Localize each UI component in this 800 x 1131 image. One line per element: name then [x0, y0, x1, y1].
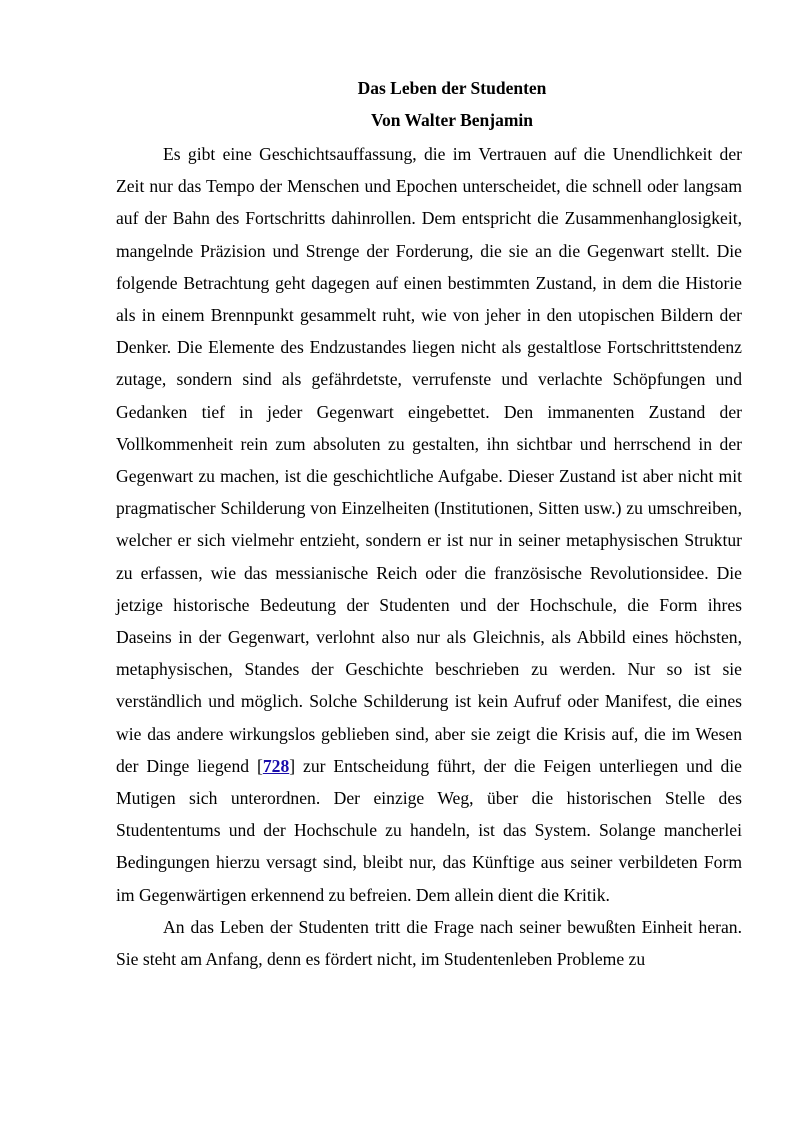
- author-line: Von Walter Benjamin: [370, 110, 534, 130]
- document-body: [116, 138, 742, 975]
- page-reference-bracket-open: [: [256, 755, 263, 776]
- paragraph-1-text-after-link: zur Entscheidung führt, der die Feigen unterliegen und die Mutigen sich unterordnen. Der einzige Weg, über die historischen Stelle des Studententums und der Hochschule zu handeln, ist das System. Solange mancherlei Bedingungen hierzu versagt sind, bleibt nur, das Künftige aus seiner verbildeten Form im Gegenwärtigen erkennend zu befreien. Dem allein dient die Kritik.: [116, 755, 742, 905]
- paragraph-1-text-before-link: Es gibt eine Geschichtsauffassung, die im Vertrauen auf die Unendlichkeit der Zeit nur das Tempo der Menschen und Epochen unterscheidet, die schnell oder langsam auf der Bahn des Fortschritts dahinrollen. Dem entspricht die Zusammenhanglosigkeit, mangelnde Präzision und Strenge der Forderung, die sie an die Gegenwart stellt. Die folgende Betrachtung geht dagegen auf einen bestimmten Zustand, in dem die Historie als in einem Brennpunkt gesammelt ruht, wie von jeher in den utopischen Bildern der Denker. Die Elemente des Endzustandes liegen nicht als gestaltlose Fortschrittstendenz zutage, sondern sind als gefährdetste, verrufenste und verlachte Schöpfungen und Gedanken tief in jeder Gegenwart eingebettet. Den immanenten Zustand der Vollkommenheit rein zum absoluten zu gestalten, ihn sichtbar und herrschend in der Gegenwart zu machen, ist die geschichtliche Aufgabe. Dieser Zustand ist aber nicht mit pragmatischer Schilderung von Einzelheiten (Institutionen, Sitten usw.) zu umschreiben, welcher er sich vielmehr entzieht, sondern er ist nur in seiner metaphysischen Struktur zu erfassen, wie das messianische Reich oder die französische Revolutionsidee. Die jetzige historische Bedeutung der Studenten und der Hochschule, die Form ihres Daseins in der Gegenwart, verlohnt also nur als Gleichnis, als Abbild eines höchsten, metaphysischen, Standes der Geschichte beschrieben zu werden. Nur so ist sie verständlich und möglich. Solche Schilderung ist kein Aufruf oder Manifest, die eines wie das andere wirkungslos geblieben sind, aber sie zeigt die Krisis auf, die im Wesen der Dinge liegend: [116, 144, 742, 776]
- page-reference-link[interactable]: 728: [262, 755, 290, 776]
- document-title: Das Leben der Studenten: [357, 78, 547, 98]
- page-reference-bracket-close: ]: [289, 755, 296, 776]
- paragraph-2: An das Leben der Studenten tritt die Frage nach seiner bewußten Einheit heran. Sie steht am Anfang, denn es fördert nicht, im Studentenleben Probleme zu: [116, 916, 742, 970]
- paragraph-1: [116, 138, 742, 911]
